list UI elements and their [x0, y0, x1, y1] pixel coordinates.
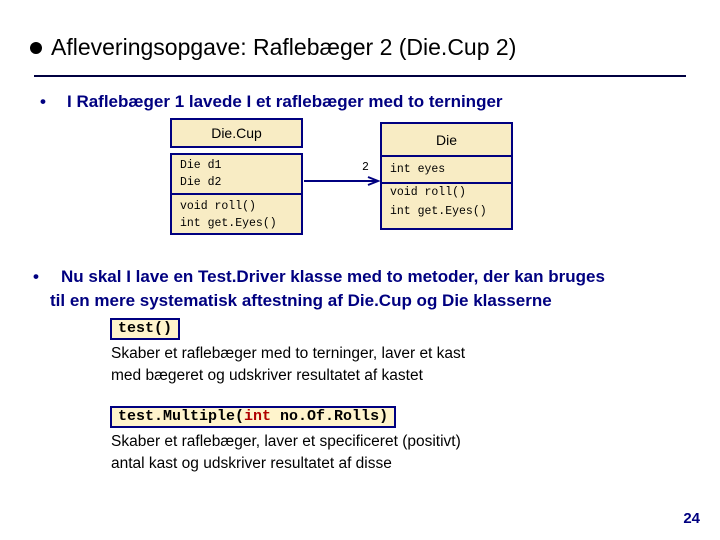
diecup-class-name: Die.Cup: [211, 125, 262, 141]
diecup-header-box: [170, 118, 303, 148]
method-test-desc-1: Skaber et raflebæger med to terninger, laver et kast: [111, 345, 466, 362]
diecup-attr-2: Die d2: [180, 176, 222, 189]
multiplicity-label: 2: [362, 161, 369, 174]
die-method-1: void roll(): [390, 186, 466, 199]
method-test-desc-2: med bægeret og udskriver resultatet af kastet: [111, 367, 423, 384]
bullet-2-line-2: til en mere systematisk aftestning af Die.Cup og Die klasserne: [50, 291, 552, 310]
die-method-2: int get.Eyes(): [390, 205, 487, 218]
diecup-method-2: int get.Eyes(): [180, 217, 277, 230]
method-param-name: no.Of.Rolls): [271, 408, 389, 425]
method-testmultiple-desc-2: antal kast og udskriver resultatet af disse: [111, 455, 392, 472]
page-number: 24: [683, 510, 700, 527]
slide-title: Afleveringsopgave: Raflebæger 2 (Die.Cup 2): [51, 34, 517, 60]
bullet-1-text: I Raflebæger 1 lavede I et raflebæger med to terninger: [67, 92, 503, 111]
die-class-name: Die: [435, 132, 457, 148]
method-testmultiple-name: test.Multiple(: [118, 408, 245, 425]
bullet-marker: •: [33, 267, 39, 286]
die-separator-1: [382, 155, 511, 157]
diecup-attr-1: Die d1: [180, 159, 222, 172]
method-param-type: int: [244, 408, 272, 425]
method-testmultiple-desc-1: Skaber et raflebæger, laver et specificeret (positivt): [111, 433, 461, 450]
bullet-dot-icon: [30, 42, 42, 54]
die-class-box: [380, 122, 513, 230]
diecup-class-box: [170, 153, 303, 235]
diecup-separator: [172, 193, 301, 195]
bullet-marker: •: [40, 92, 46, 111]
association-arrow: [300, 160, 384, 200]
title-divider: [34, 75, 686, 77]
diecup-method-1: void roll(): [180, 200, 256, 213]
slide-title-row: [30, 34, 516, 61]
die-attr-1: int eyes: [390, 163, 446, 176]
method-test-signature: [110, 318, 180, 340]
bullet-2-line-1: Nu skal I lave en Test.Driver klasse med to metoder, der kan bruges: [61, 267, 605, 286]
method-test-name: test(): [118, 320, 173, 337]
method-testmultiple-signature: [110, 406, 396, 428]
